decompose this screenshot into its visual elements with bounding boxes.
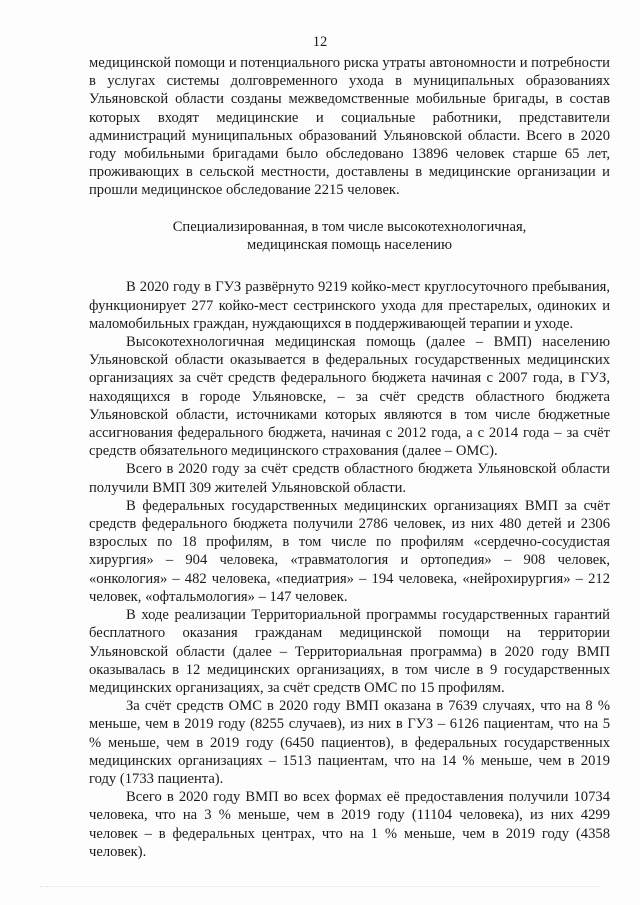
paragraph-regional-budget: Всего в 2020 году за счёт средств областного бюджета Ульяновской области получили ВМП 309 жителей Ульяновской области. bbox=[89, 461, 610, 496]
paragraph-oms-cases: За счёт средств ОМС в 2020 году ВМП оказана в 7639 случаях, что на 8 % меньше, чем в 2019 году (8255 случаев), из них в ГУЗ – 6126 пациентам, что на 5 % меньше, чем в 2019 году (6450 пациентов), в федеральных государственных медицинских организациях – 1513 пациентам, что на 14 % меньше, чем в 2019 году (1733 пациента). bbox=[89, 698, 610, 787]
paragraph-total-vmp: Всего в 2020 году ВМП во всех формах её предоставления получили 10734 человека, что на 3 % меньше, чем в 2019 году (11104 человека), из них 4299 человек – в федеральных центрах, что на 1 % меньше, чем в 2019 году (4358 человек). bbox=[89, 789, 610, 860]
paragraph-vmp-definition: Высокотехнологичная медицинская помощь (далее – ВМП) населению Ульяновской области оказывается в федеральных государственных медицинских организациях за счёт средств федерального бюджета начиная с 2007 года, в ГУЗ, находящихся в городе Ульяновске, – за счёт средств областного бюджета Ульяновской области, источниками которых являются в том числе бюджетные ассигнования федерального бюджета, начиная с 2012 года, а с 2014 года – за счёт средств обязательного медицинского страхования (далее – ОМС). bbox=[89, 334, 610, 460]
paragraph-mobile-brigades: медицинской помощи и потенциального риска утраты автономности и потребности в услугах системы долговременного ухода в муниципальных образованиях Ульяновской области созданы межведомственные мобильные бригады, в состав которых входят медицинские и социальные работники, представители администраций муниципальных образований Ульяновской области. Всего в 2020 году мобильными бригадами было обследовано 13896 человек старше 65 лет, проживающих в сельской местности, доставлены в медицинские организации и прошли медицинское обследование 2215 человек. bbox=[89, 55, 610, 199]
document-body bbox=[89, 54, 610, 861]
paragraph-beds: В 2020 году в ГУЗ развёрнуто 9219 койко-мест круглосуточного пребывания, функционирует 277 койко-мест сестринского ухода для престарелых, одиноких и маломобильных граждан, нуждающихся в поддерживающей терапии и уходе. bbox=[89, 279, 610, 332]
section-heading bbox=[89, 218, 610, 255]
section-heading-line-2: медицинская помощь населению bbox=[247, 237, 452, 254]
scan-artifact-line bbox=[40, 886, 600, 889]
paragraph-federal-organizations: В федеральных государственных медицинских организациях ВМП за счёт средств федерального бюджета получили 2786 человек, из них 480 детей и 2306 взрослых по 18 профилям, в том числе по профилям «сердечно-сосудистая хирургия» – 904 человека, «травматология и ортопедия» – 908 человек, «онкология» – 482 человека, «педиатрия» – 194 человека, «нейрохирургия» – 212 человек, «офтальмология» – 147 человек. bbox=[89, 497, 610, 605]
page-number: 12 bbox=[312, 34, 328, 50]
paragraph-territorial-program: В ходе реализации Территориальной программы государственных гарантий бесплатного оказания гражданам медицинской помощи на территории Ульяновской области (далее – Территориальная программа) в 2020 году ВМП оказывалась в 12 медицинских организациях, в том числе в 9 государственных медицинских организациях, за счёт средств ОМС по 15 профилям. bbox=[89, 607, 610, 696]
section-heading-line-1: Специализированная, в том числе высокотехнологичная, bbox=[172, 218, 527, 235]
